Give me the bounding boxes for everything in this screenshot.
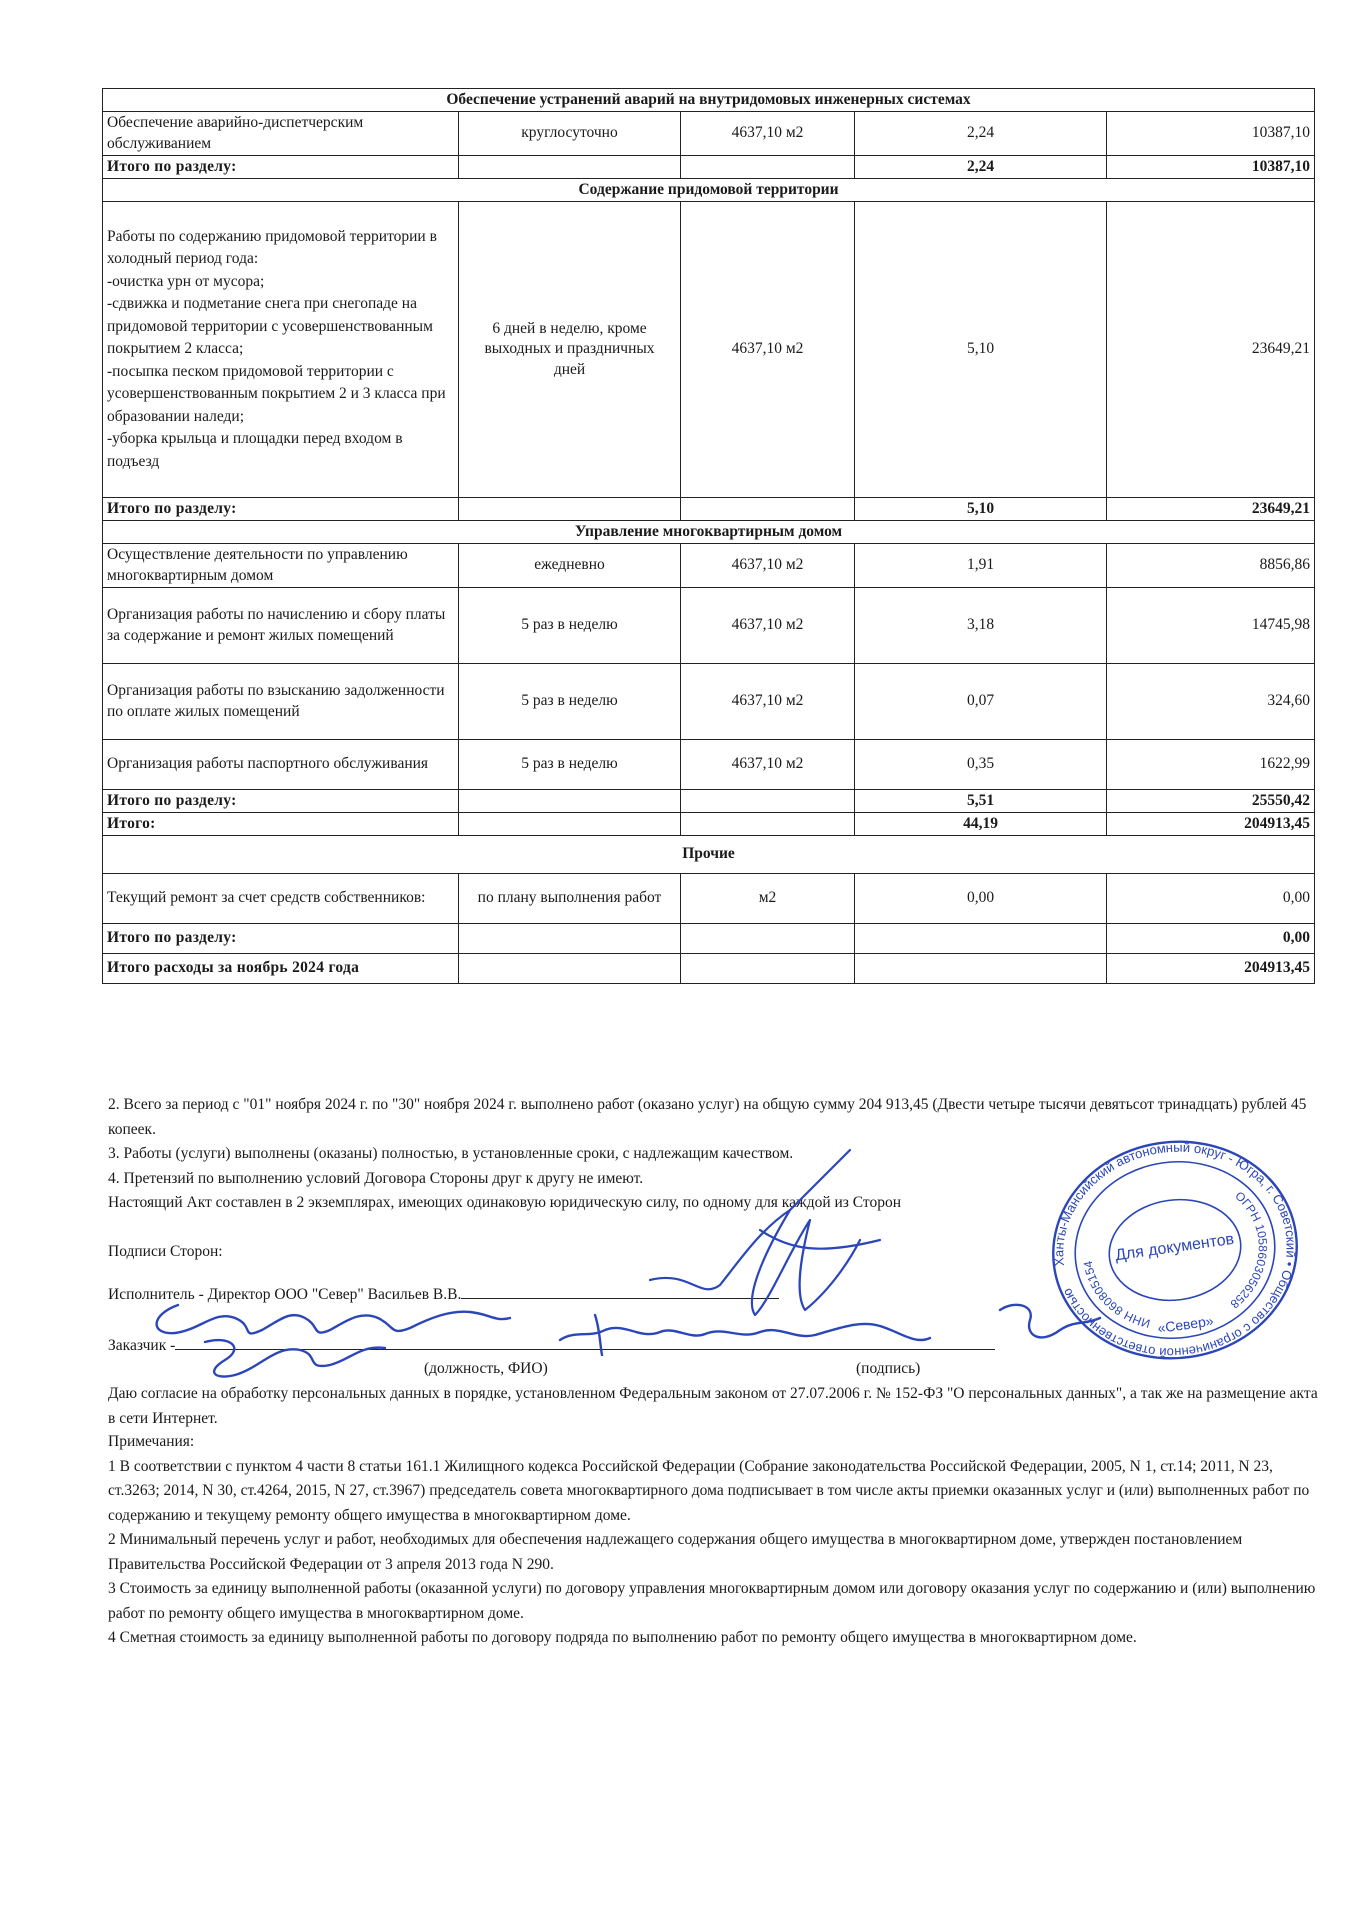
consent-text: Даю согласие на обработку персональных данных в порядке, установленном Федеральным законом от 27.07.2006 г. № 152-ФЗ "О персональных данных", а так же на размещение акта в сети Интернет. bbox=[108, 1385, 1318, 1427]
cost-cell: 8856,86 bbox=[1107, 544, 1315, 588]
position-caption: (должность, ФИО) bbox=[424, 1360, 548, 1377]
subtotal-rate: 5,51 bbox=[855, 790, 1107, 813]
cost-cell: 10387,10 bbox=[1107, 112, 1315, 156]
subtotal-label: Итого по разделу: bbox=[103, 498, 459, 521]
volume-cell: 4637,10 м2 bbox=[681, 740, 855, 790]
work-cell: Осуществление деятельности по управлению многоквартирным домом bbox=[103, 544, 459, 588]
signature-caption: (подпись) bbox=[856, 1360, 921, 1377]
subtotal-cost: 25550,42 bbox=[1107, 790, 1315, 813]
stamp-center-text: Для документов bbox=[1114, 1230, 1236, 1265]
signatures-heading: Подписи Сторон: bbox=[108, 1243, 223, 1260]
stamp-inn: ИНН 8608051540 bbox=[1080, 1259, 1152, 1331]
section-title: Содержание придомовой территории bbox=[103, 179, 1315, 202]
work-cell: Работы по содержанию придомовой территории в холодный период года: -очистка урн от мусора; -сдвижка и подметание снега при снегопаде на придомовой территории с усовершенствованным покрытием 2 класса; -посыпка песком придомовой территории с усовершенствованным покрытием 2 и 3 класса при образовании наледи; -уборка крыльца и площадки перед входом в подъезд bbox=[103, 202, 459, 498]
statement-claims: 4. Претензий по выполнению условий Договора Стороны друг к другу не имеют. bbox=[108, 1169, 644, 1187]
frequency-cell: 5 раз в неделю bbox=[459, 664, 681, 740]
cost-cell: 23649,21 bbox=[1107, 202, 1315, 498]
rate-cell: 1,91 bbox=[855, 544, 1107, 588]
subtotal-label: Итого по разделу: bbox=[103, 924, 459, 954]
volume-cell: 4637,10 м2 bbox=[681, 544, 855, 588]
executor-label: Исполнитель - Директор ООО "Север" Васильев В.В. bbox=[108, 1286, 462, 1303]
statement-copies: Настоящий Акт составлен в 2 экземплярах, имеющих одинаковую юридическую силу, по одному для каждой из Сторон bbox=[108, 1194, 902, 1211]
work-cell: Организация работы паспортного обслуживания bbox=[103, 740, 459, 790]
rate-cell: 0,35 bbox=[855, 740, 1107, 790]
grand-total-cost: 204913,45 bbox=[1107, 813, 1315, 836]
grand-total-rate: 44,19 bbox=[855, 813, 1107, 836]
frequency-cell: 5 раз в неделю bbox=[459, 588, 681, 664]
frequency-cell: 6 дней в неделю, кроме выходных и праздничных дней bbox=[459, 202, 681, 498]
notes-heading: Примечания: bbox=[108, 1433, 195, 1450]
grand-total-label: Итого: bbox=[103, 813, 459, 836]
section-title: Обеспечение устранений аварий на внутридомовых инженерных системах bbox=[103, 89, 1315, 112]
work-cell: Обеспечение аварийно-диспетчерским обслуживанием bbox=[103, 112, 459, 156]
frequency-cell: ежедневно bbox=[459, 544, 681, 588]
customer-label: Заказчик - bbox=[108, 1337, 176, 1354]
final-total-cost: 204913,45 bbox=[1107, 954, 1315, 984]
note-item: 1 В соответствии с пунктом 4 части 8 статьи 161.1 Жилищного кодекса Российской Федерации (Собрание законодательства Российской Федерации, 2005, N 1, ст.14; 2011, N 23, ст.3263; 2014, N 30, ст.4264, 2015, N 27, ст.3967) председатель совета многоквартирного дома подписывает в том числе акты приемки оказанных услуг и (или) выполненных работ по содержанию и текущему ремонту общего имущества в многоквартирном доме. bbox=[108, 1457, 1310, 1524]
cost-cell: 1622,99 bbox=[1107, 740, 1315, 790]
stamp-company-name: «Север» bbox=[1156, 1312, 1215, 1337]
frequency-cell: по плану выполнения работ bbox=[459, 874, 681, 924]
stamp-ogrn: ОГРН 1058603056258 bbox=[1227, 1188, 1270, 1312]
rate-cell: 5,10 bbox=[855, 202, 1107, 498]
cost-cell: 0,00 bbox=[1107, 874, 1315, 924]
volume-cell: 4637,10 м2 bbox=[681, 112, 855, 156]
rate-cell: 2,24 bbox=[855, 112, 1107, 156]
note-item: 3 Стоимость за единицу выполненной работы (оказанной услуги) по договору управления многоквартирным домом или договору оказания услуг по содержанию и (или) выполнению работ по ремонту общего имущества в многоквартирном доме. bbox=[108, 1580, 1316, 1622]
statement-quality: 3. Работы (услуги) выполнены (оказаны) полностью, в установленные сроки, с надлежащим качеством. bbox=[108, 1145, 794, 1162]
frequency-cell: круглосуточно bbox=[459, 112, 681, 156]
rate-cell: 0,07 bbox=[855, 664, 1107, 740]
section-title: Управление многоквартирным домом bbox=[103, 521, 1315, 544]
stamp-ring-text: Ханты-Мансийский автономный округ - Югра, г. Советский • Общество с ограниченной ответственностью bbox=[1051, 1139, 1299, 1361]
executor-signature bbox=[650, 1150, 880, 1315]
work-cell: Текущий ремонт за счет средств собственников: bbox=[103, 874, 459, 924]
section-title: Прочие bbox=[103, 836, 1315, 874]
volume-cell: 4637,10 м2 bbox=[681, 202, 855, 498]
work-cell: Организация работы по взысканию задолженности по оплате жилых помещений bbox=[103, 664, 459, 740]
volume-cell: 4637,10 м2 bbox=[681, 664, 855, 740]
note-item: 2 Минимальный перечень услуг и работ, необходимых для обеспечения надлежащего содержания общего имущества в многоквартирном доме, утвержден постановлением Правительства Российской Федерации от 3 апреля 2013 года N 290. bbox=[108, 1531, 1243, 1573]
cost-cell: 324,60 bbox=[1107, 664, 1315, 740]
volume-cell: 4637,10 м2 bbox=[681, 588, 855, 664]
work-cell: Организация работы по начислению и сбору платы за содержание и ремонт жилых помещений bbox=[103, 588, 459, 664]
statement-total: 2. Всего за период с "01" ноября 2024 г. по "30" ноября 2024 г. выполнено работ (оказано услуг) на общую сумму 204 913,45 (Двести четыре тысячи девятьсот тринадцать) рублей 45 копеек. bbox=[108, 1096, 1307, 1138]
subtotal-cost: 23649,21 bbox=[1107, 498, 1315, 521]
rate-cell: 0,00 bbox=[855, 874, 1107, 924]
frequency-cell: 5 раз в неделю bbox=[459, 740, 681, 790]
subtotal-label: Итого по разделу: bbox=[103, 156, 459, 179]
subtotal-cost: 10387,10 bbox=[1107, 156, 1315, 179]
customer-signature bbox=[157, 1305, 1100, 1377]
subtotal-rate: 2,24 bbox=[855, 156, 1107, 179]
subtotal-label: Итого по разделу: bbox=[103, 790, 459, 813]
rate-cell: 3,18 bbox=[855, 588, 1107, 664]
final-total-label: Итого расходы за ноябрь 2024 года bbox=[103, 954, 459, 984]
cost-cell: 14745,98 bbox=[1107, 588, 1315, 664]
volume-cell: м2 bbox=[681, 874, 855, 924]
note-item: 4 Сметная стоимость за единицу выполненной работы по договору подряда по выполнению работ по ремонту общего имущества в многоквартирном доме. bbox=[108, 1629, 1137, 1646]
subtotal-cost: 0,00 bbox=[1107, 924, 1315, 954]
subtotal-rate: 5,10 bbox=[855, 498, 1107, 521]
